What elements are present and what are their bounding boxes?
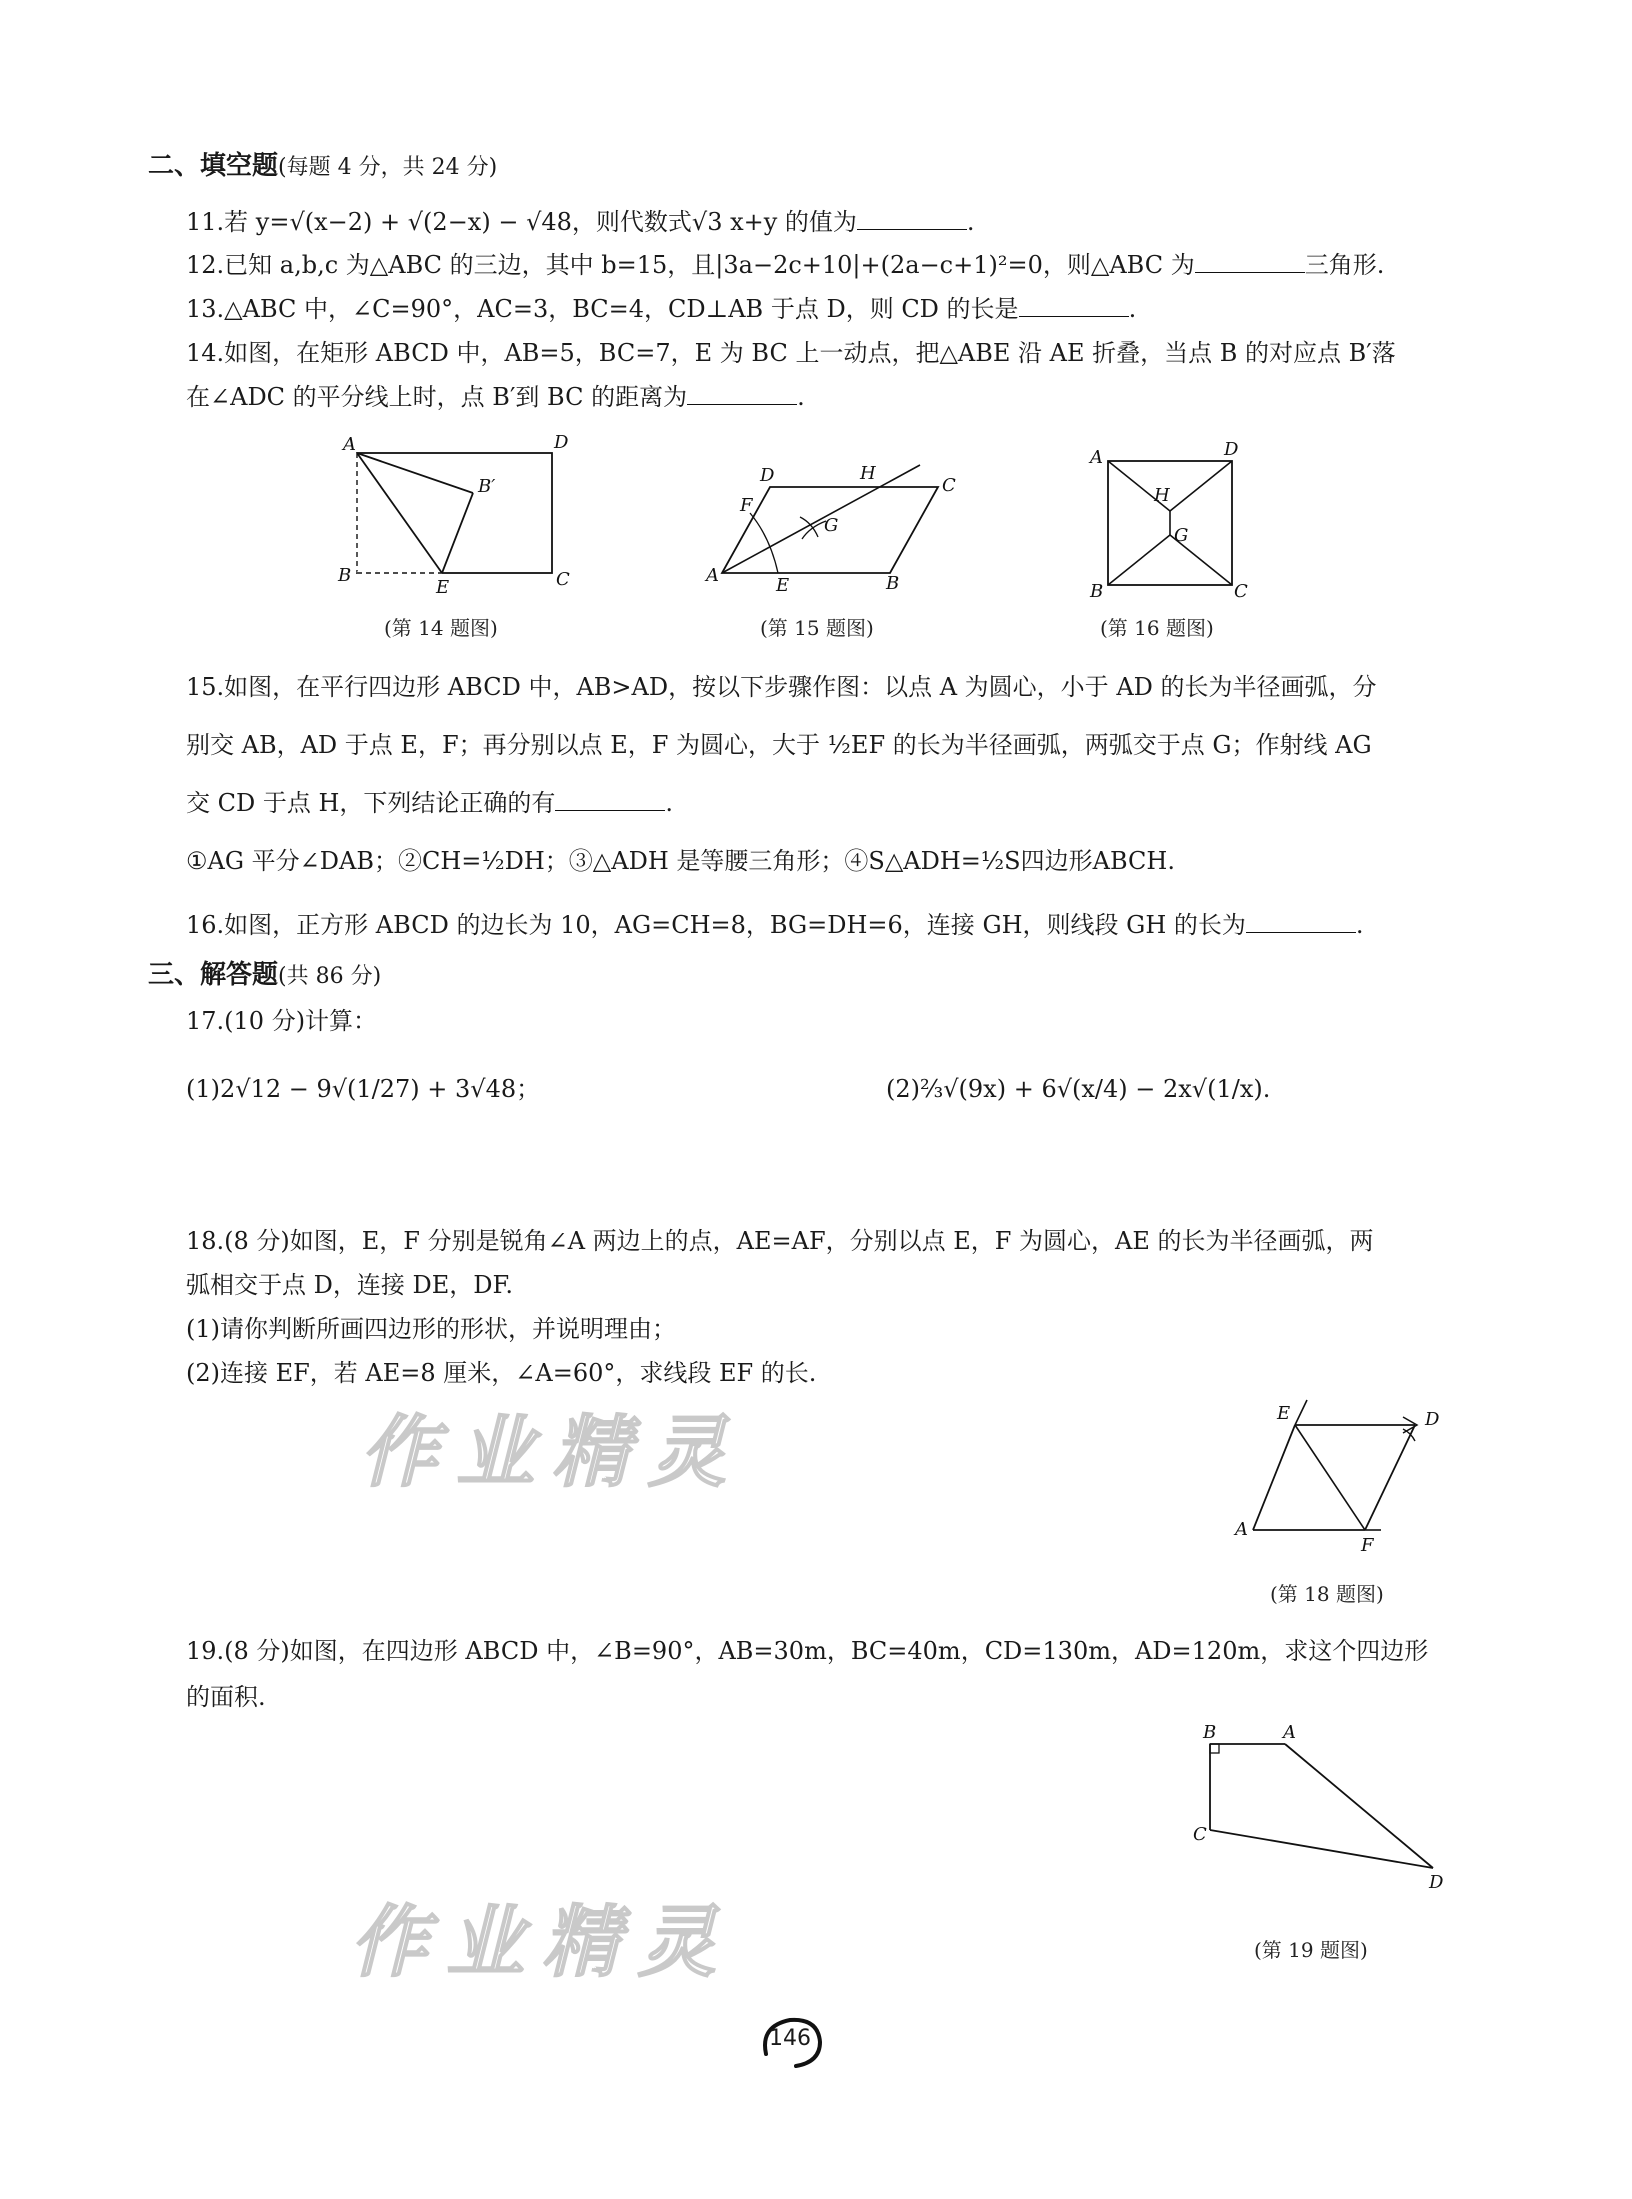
- fig15-label-b: B: [886, 573, 900, 594]
- answer-blank-16[interactable]: [1246, 910, 1356, 933]
- fig15-label-e: E: [776, 575, 790, 595]
- section-2-note: (每题 4 分，共 24 分): [278, 155, 498, 180]
- fig19-right-angle-mark: [1210, 1744, 1219, 1753]
- question-15-line-2: 别交 AB，AD 于点 E，F；再分别以点 E，F 为圆心，大于 ½EF 的长为半径画弧，两弧交于点 G；作射线 AG: [186, 731, 1372, 759]
- section-3-title: 三、解答题: [148, 960, 279, 990]
- fig14-caption: (第 14 题图): [384, 616, 498, 640]
- figure-18: [1225, 1395, 1465, 1555]
- fig18-label-a: A: [1235, 1519, 1248, 1540]
- fig18-caption: (第 18 题图): [1270, 1582, 1384, 1606]
- fig14-label-c: C: [556, 569, 570, 590]
- section-3-header: [148, 957, 381, 995]
- question-17-part-2: (2)⅔√(9x) + 6√(x/4) − 2x√(1/x).: [886, 1075, 1271, 1103]
- page-number: 146: [769, 2026, 811, 2051]
- question-11-text: 11.若 y=√(x−2) + √(2−x) − √48，则代数式√3 x+y 的值为: [186, 208, 857, 236]
- section-2-title: 二、填空题: [148, 151, 279, 181]
- fig19-label-b: B: [1203, 1722, 1217, 1743]
- question-18-line-1: 18.(8 分)如图，E，F 分别是锐角∠A 两边上的点，AE=AF，分别以点 E，F 为圆心，AE 的长为半径画弧，两: [186, 1227, 1374, 1255]
- fig14-line-ab-prime: [357, 453, 473, 493]
- question-18-line-2: 弧相交于点 D，连接 DE，DF.: [186, 1271, 514, 1299]
- question-15-options: ①AG 平分∠DAB；②CH=½DH；③△ADH 是等腰三角形；④S△ADH=½S四边形ABCH.: [186, 847, 1175, 875]
- fig19-caption: (第 19 题图): [1254, 1938, 1368, 1962]
- question-17: 17.(10 分)计算：: [186, 1007, 378, 1035]
- watermark-1: 作业精灵: [360, 1408, 745, 1498]
- question-15-line-1: 15.如图，在平行四边形 ABCD 中，AB>AD，按以下步骤作图：以点 A 为圆心，小于 AD 的长为半径画弧，分: [186, 673, 1377, 701]
- question-15-text: 交 CD 于点 H，下列结论正确的有: [186, 789, 556, 817]
- fig16-label-g: G: [1174, 525, 1189, 546]
- fig18-line-ef: [1295, 1425, 1365, 1530]
- question-15-line-3: 交 CD 于点 H，下列结论正确的有 .: [186, 789, 674, 817]
- fig18-label-d: D: [1425, 1409, 1440, 1430]
- fig16-label-a: A: [1090, 447, 1103, 468]
- question-14-text: 在∠ADC 的平分线上时，点 B′到 BC 的距离为: [186, 383, 688, 411]
- fig19-line-cd: [1210, 1830, 1433, 1868]
- fig16-line-bg: [1108, 535, 1170, 585]
- fig19-label-a: A: [1283, 1722, 1296, 1743]
- question-14-line-2: 在∠ADC 的平分线上时，点 B′到 BC 的距离为 .: [186, 383, 805, 411]
- fig14-label-d: D: [554, 432, 569, 453]
- fig14-label-e: E: [436, 577, 450, 595]
- fig16-label-b: B: [1090, 581, 1104, 600]
- fig14-line-ae: [357, 453, 442, 573]
- fig14-line-b-prime-e: [442, 493, 473, 573]
- question-12-tail: 三角形.: [1304, 251, 1385, 279]
- fig15-label-h: H: [860, 463, 876, 484]
- question-12-text: 12.已知 a,b,c 为△ABC 的三边，其中 b=15，且|3a−2c+10|+(2a−c+1)²=0，则△ABC 为: [186, 251, 1195, 279]
- fig14-label-b-prime: B′: [478, 476, 496, 497]
- fig15-label-a: A: [706, 565, 719, 586]
- answer-blank-14[interactable]: [687, 382, 797, 405]
- fig16-label-c: C: [1234, 581, 1248, 600]
- answer-blank-11[interactable]: [857, 207, 967, 230]
- fig14-label-b: B: [338, 565, 352, 586]
- answer-blank-13[interactable]: [1019, 294, 1129, 317]
- fig15-label-g: G: [824, 515, 839, 536]
- figure-16: [1080, 435, 1260, 600]
- fig15-label-c: C: [942, 475, 956, 496]
- fig16-label-d: D: [1224, 439, 1239, 460]
- fig18-line-ae: [1253, 1425, 1295, 1530]
- answer-blank-15[interactable]: [555, 788, 665, 811]
- question-13: 13.△ABC 中，∠C=90°，AC=3，BC=4，CD⊥AB 于点 D，则 CD 的长是 .: [186, 295, 1137, 323]
- fig15-caption: (第 15 题图): [760, 616, 874, 640]
- fig18-ray-ae-ext: [1295, 1400, 1307, 1425]
- fig15-label-d: D: [760, 465, 775, 486]
- question-12: [186, 248, 1384, 282]
- question-16-text: 16.如图，正方形 ABCD 的边长为 10，AG=CH=8，BG=DH=6，连接 GH，则线段 GH 的长为: [186, 911, 1246, 939]
- watermark-2: 作业精灵: [350, 1898, 735, 1988]
- question-14-line-1: 14.如图，在矩形 ABCD 中，AB=5，BC=7，E 为 BC 上一动点，把△ABE 沿 AE 折叠，当点 B 的对应点 B′落: [186, 339, 1396, 367]
- fig18-label-f: F: [1361, 1535, 1374, 1555]
- question-18-line-3: (1)请你判断所画四边形的形状，并说明理由；: [186, 1315, 676, 1343]
- answer-blank-12[interactable]: [1195, 250, 1305, 273]
- fig18-line-fd: [1365, 1425, 1415, 1530]
- question-17-part-1: (1)2√12 − 9√(1/27) + 3√48；: [186, 1075, 541, 1103]
- figure-15: [700, 455, 970, 595]
- fig19-label-c: C: [1193, 1824, 1207, 1845]
- figure-14: [330, 425, 570, 595]
- figure-19: [1185, 1720, 1455, 1900]
- question-11: 11.若 y=√(x−2) + √(2−x) − √48，则代数式√3 x+y 的值为 .: [186, 208, 975, 236]
- fig14-rectangle: [357, 453, 552, 573]
- fig16-caption: (第 16 题图): [1100, 616, 1214, 640]
- fig16-line-dh: [1170, 461, 1232, 511]
- section-2-header: [148, 148, 497, 186]
- question-18-line-4: (2)连接 EF，若 AE=8 厘米，∠A=60°，求线段 EF 的长.: [186, 1359, 817, 1387]
- section-3-note: (共 86 分): [278, 964, 382, 989]
- fig18-label-e: E: [1277, 1403, 1291, 1424]
- fig16-label-h: H: [1154, 485, 1170, 506]
- page-number-badge: [752, 2012, 828, 2072]
- question-19-line-2: 的面积.: [186, 1683, 266, 1711]
- fig15-arc-ef: [750, 513, 778, 573]
- fig19-label-d: D: [1429, 1872, 1444, 1893]
- question-19-line-1: 19.(8 分)如图，在四边形 ABCD 中，∠B=90°，AB=30m，BC=40m，CD=130m，AD=120m，求这个四边形: [186, 1637, 1429, 1665]
- question-13-text: 13.△ABC 中，∠C=90°，AC=3，BC=4，CD⊥AB 于点 D，则 CD 的长是: [186, 295, 1019, 323]
- fig14-label-a: A: [343, 434, 356, 455]
- question-16: 16.如图，正方形 ABCD 的边长为 10，AG=CH=8，BG=DH=6，连接 GH，则线段 GH 的长为 .: [186, 911, 1364, 939]
- fig19-line-ad: [1285, 1744, 1433, 1868]
- fig15-label-f: F: [740, 495, 753, 516]
